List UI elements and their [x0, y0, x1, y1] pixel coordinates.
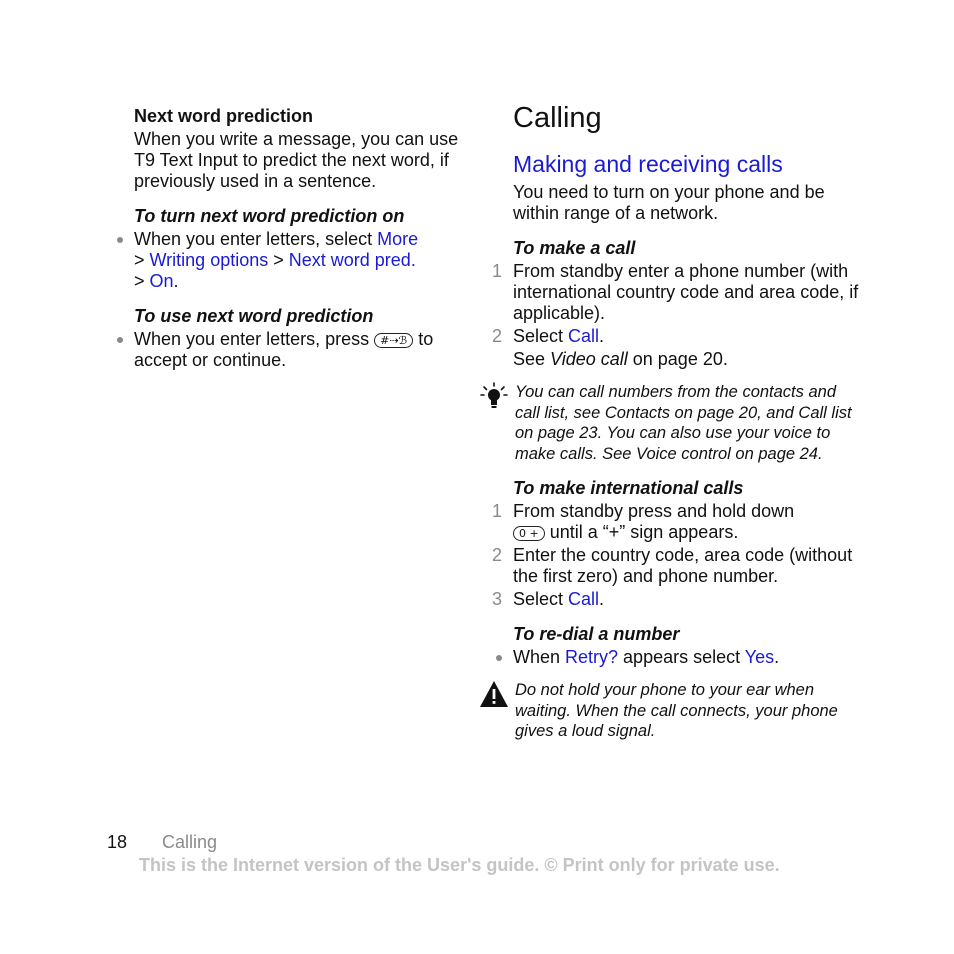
subsection-title: Making and receiving calls [513, 151, 783, 177]
retry-link[interactable]: Retry? [565, 647, 619, 667]
make-call-step-2: 2 Select Call. [492, 326, 605, 346]
make-call-title: To make a call [513, 238, 636, 258]
turn-on-title: To turn next word prediction on [134, 206, 405, 226]
zero-plus-key-icon: 0 + [513, 526, 545, 541]
yes-link[interactable]: Yes [744, 647, 775, 667]
footer-section-name: Calling [162, 832, 218, 852]
international-step-3: 3 Select Call. [492, 589, 605, 609]
page-number: 18 [107, 832, 128, 852]
hash-key-icon: #⇢ℬ [374, 333, 413, 348]
next-word-heading: Next word prediction [134, 106, 314, 126]
use-title: To use next word prediction [134, 306, 374, 326]
international-step-1: 1 From standby press and hold down 0 + until a “+” sign appears. [492, 501, 795, 542]
use-bullet: When you enter letters, press #⇢ℬ to accept or continue. [134, 329, 464, 371]
make-call-step-1: 1 From standby enter a phone number (with international country code and area code, if applicable). [492, 261, 859, 323]
redial-title: To re-dial a number [513, 624, 680, 644]
see-video-call: See Video call on page 20. [513, 349, 728, 369]
redial-bullet: When Retry? appears select Yes. [513, 647, 863, 668]
lightbulb-icon [479, 382, 509, 418]
tip-note: You can call numbers from the contacts and call list, see Contacts on page 20, and Call list on page 23. You can also use your voice to make calls. See Voice control on page 24. [515, 382, 863, 464]
footer-notice: This is the Internet version of the User's guide. © Print only for private use. [139, 855, 780, 875]
calling-intro: You need to turn on your phone and be within range of a network. [513, 182, 825, 223]
menu-next-word-pred[interactable]: Next word pred. [288, 250, 416, 270]
warning-note: Do not hold your phone to your ear when waiting. When the call connects, your phone gives a loud signal. [515, 680, 863, 742]
menu-on[interactable]: On [149, 271, 174, 291]
right-column [492, 98, 863, 742]
next-word-intro: When you write a message, you can use T9 Text Input to predict the next word, if previously used in a sentence. [134, 129, 459, 191]
call-link[interactable]: Call [568, 326, 600, 346]
menu-writing-options[interactable]: Writing options [149, 250, 269, 270]
international-title: To make international calls [513, 478, 744, 498]
menu-more[interactable]: More [377, 229, 419, 249]
warning-triangle-icon [479, 680, 509, 714]
call-link-international[interactable]: Call [568, 589, 600, 609]
section-title: Calling [513, 102, 602, 134]
turn-on-bullet: When you enter letters, select More > Writing options > Next word pred. > On. [134, 229, 464, 292]
left-column [134, 106, 464, 371]
international-step-2: 2 Enter the country code, area code (without the first zero) and phone number. [492, 545, 853, 586]
